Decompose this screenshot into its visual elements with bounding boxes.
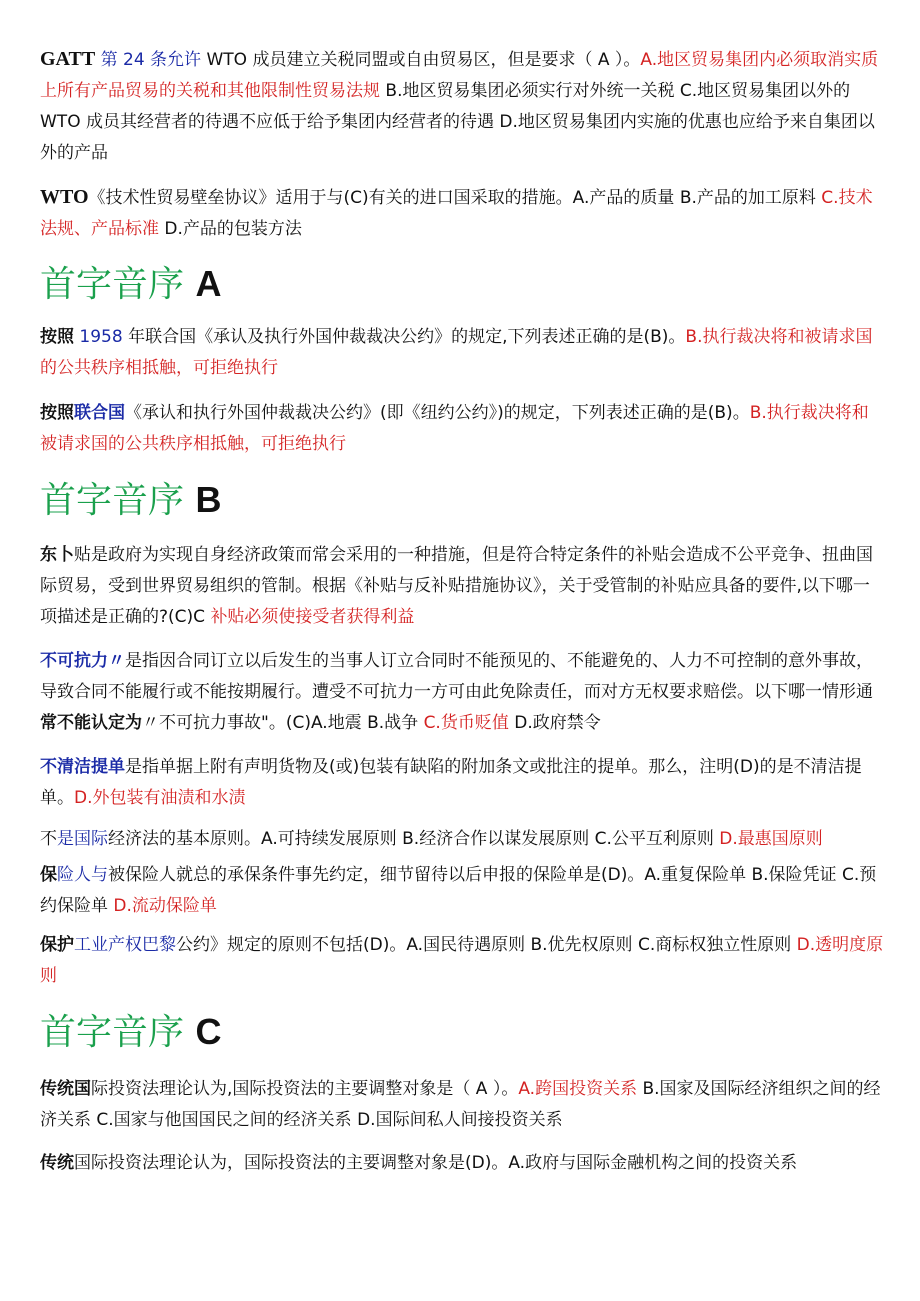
keyword: 东卜 bbox=[40, 545, 74, 565]
answer-text: D.最惠国原则 bbox=[719, 829, 823, 849]
question-investment-law-1 bbox=[40, 1074, 885, 1136]
question-paris-convention bbox=[40, 930, 885, 992]
answer-text: D.流动保险单 bbox=[113, 896, 217, 916]
question-insurance-policy bbox=[40, 860, 885, 922]
heading-letter: C bbox=[195, 1011, 222, 1052]
question-text: 国际投资法理论认为，国际投资法的主要调整对象是(D)。A.政府与国际金融机构之间的投资关系 bbox=[74, 1153, 798, 1173]
heading-prefix: 首字音序 bbox=[40, 264, 185, 305]
question-text: 年联合国《承认及执行外国仲裁裁决公约》的规定,下列表述正确的是(B)。 bbox=[122, 327, 686, 347]
heading-letter: A bbox=[195, 263, 222, 304]
question-text: 是指因合同订立以后发生的当事人订立合同时不能预见的、不能避免的、人力不可控制的意外事故，导致合同不能履行或不能按期履行。遭受不可抗力一方可由此免除责任，而对方无权要求赔偿。以下哪一情形通 bbox=[40, 651, 873, 702]
keyword: GATT bbox=[40, 48, 96, 70]
keyword: 按照 bbox=[40, 403, 74, 423]
question-ny-convention-un bbox=[40, 398, 885, 460]
keyword: 不 bbox=[40, 829, 57, 849]
answer-text: C.技术法规、产品标准 bbox=[40, 188, 873, 239]
question-unclean-bill bbox=[40, 752, 885, 814]
keyword-continuation: 第 24 条允许 bbox=[100, 50, 202, 70]
question-text: 公约》规定的原则不包括(D)。A.国民待遇原则 B.优先权原则 C.商标权独立性原则 bbox=[176, 935, 797, 955]
emphasis-text: 常不能认定为 bbox=[40, 713, 142, 733]
answer-text: A.跨国投资关系 bbox=[518, 1079, 638, 1099]
answer-text: 补贴必须使接受者获得利益 bbox=[210, 607, 415, 627]
question-text: 《承认和执行外国仲裁裁决公约》(即《纽约公约》)的规定，下列表述正确的是(B)。 bbox=[125, 403, 750, 423]
keyword: 按照 bbox=[40, 327, 74, 347]
answer-text: A.地区贸易集团内必须取消实质上所有产品贸易的关税和其他限制性贸易法规 bbox=[40, 50, 879, 101]
question-text: 是指单据上附有声明货物及(或)包装有缺陷的附加条文或批注的提单。那么，注明(D)的是不清洁提单。 bbox=[40, 757, 862, 808]
keyword-continuation: 险人与 bbox=[57, 865, 108, 885]
keyword-continuation: 是国际 bbox=[57, 829, 108, 849]
options-text: B.国家及国际经济组织之间的经济关系 C.国家与他国国民之间的经济关系 D.国际间私人间接投资关系 bbox=[40, 1079, 881, 1130]
question-force-majeure bbox=[40, 646, 885, 739]
question-text: 际投资法理论认为,国际投资法的主要调整对象是（ A ）。 bbox=[91, 1079, 519, 1099]
answer-text: C.货币贬值 bbox=[423, 713, 509, 733]
keyword: 传统国 bbox=[40, 1079, 91, 1099]
keyword-continuation: 联合国 bbox=[74, 403, 125, 423]
heading-prefix: 首字音序 bbox=[40, 480, 185, 521]
keyword-continuation: 工业产权巴黎 bbox=[74, 935, 176, 955]
question-text: WTO 成员建立关税同盟或自由贸易区，但是要求（ A ）。 bbox=[201, 50, 641, 70]
question-basic-principles bbox=[40, 824, 885, 855]
section-heading-b bbox=[40, 478, 221, 523]
options-text: B.地区贸易集团必须实行对外统一关税 C.地区贸易集团以外的 WTO 成员其经营者的待遇不应低于给予集团内经营者的待遇 D.地区贸易集团内实施的优惠也应给予来自集团以外的产品 bbox=[40, 81, 875, 163]
question-subsidy bbox=[40, 540, 885, 633]
section-heading-c bbox=[40, 1010, 221, 1055]
answer-text: B.执行裁决将和被请求国的公共秩序相抵触，可拒绝执行 bbox=[40, 403, 869, 454]
options-text: D.政府禁令 bbox=[508, 713, 601, 733]
question-gatt-24 bbox=[40, 44, 885, 169]
heading-letter: B bbox=[195, 479, 222, 520]
keyword: 不清洁提单 bbox=[40, 757, 125, 777]
answer-text: D.外包装有油渍和水渍 bbox=[74, 788, 246, 808]
section-heading-a bbox=[40, 262, 221, 307]
keyword-continuation: 1958 bbox=[74, 327, 123, 347]
keyword: WTO bbox=[40, 186, 89, 208]
question-text-2: 〃不可抗力事故"。(C)A.地震 B.战争 bbox=[142, 713, 424, 733]
keyword: 传统 bbox=[40, 1153, 74, 1173]
question-text: 贴是政府为实现自身经济政策而常会采用的一种措施，但是符合特定条件的补贴会造成不公平竞争、扭曲国际贸易，受到世界贸易组织的管制。根据《补贴与反补贴措施协议》，关于受管制的补贴应具备的要件,以下哪一项描述是正确的?(C)C bbox=[40, 545, 873, 627]
question-ny-convention-1958 bbox=[40, 322, 885, 384]
question-text: 被保险人就总的承保条件事先约定，细节留待以后申报的保险单是(D)。A.重复保险单 B.保险凭证 C.预约保险单 bbox=[40, 865, 877, 916]
question-wto-tbt bbox=[40, 182, 885, 245]
keyword: 不可抗力〃 bbox=[40, 651, 125, 671]
answer-text: D.透明度原则 bbox=[40, 935, 884, 986]
question-investment-law-2 bbox=[40, 1148, 885, 1179]
keyword: 保 bbox=[40, 865, 57, 885]
keyword: 保护 bbox=[40, 935, 74, 955]
question-text: 经济法的基本原则。A.可持续发展原则 B.经济合作以谋发展原则 C.公平互利原则 bbox=[108, 829, 720, 849]
question-text: 《技术性贸易壁垒协议》适用于与(C)有关的进口国采取的措施。A.产品的质量 B.产品的加工原料 bbox=[88, 188, 822, 208]
options-text: D.产品的包装方法 bbox=[159, 219, 302, 239]
heading-prefix: 首字音序 bbox=[40, 1012, 185, 1053]
answer-text: B.执行裁决将和被请求国的公共秩序相抵触，可拒绝执行 bbox=[40, 327, 873, 378]
